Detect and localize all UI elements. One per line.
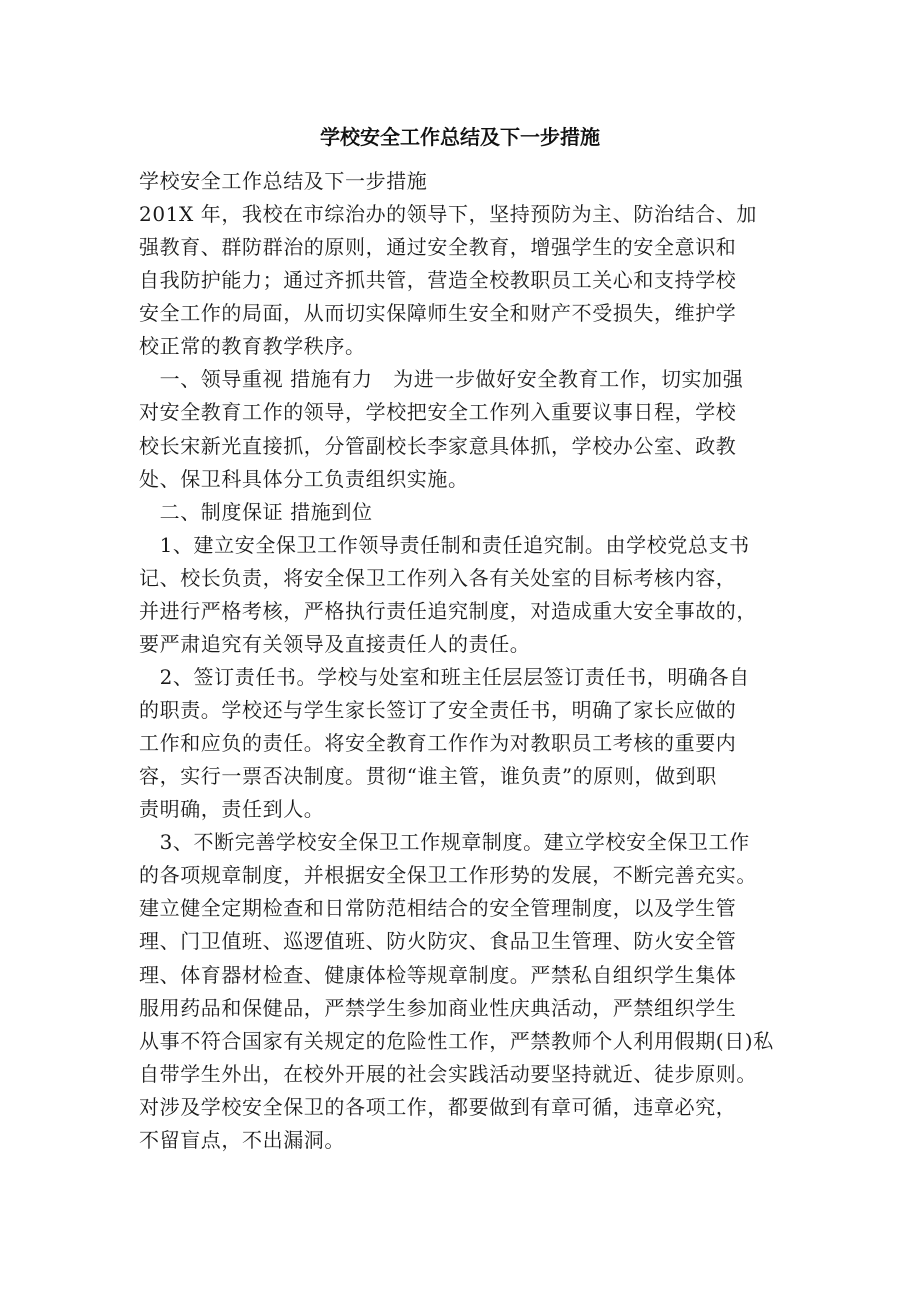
item-2-line: 的职责。学校还与学生家长签订了安全责任书，明确了家长应做的 [139,698,737,722]
intro-paragraph-line: 强教育、群防群治的原则，通过安全教育，增强学生的安全意识和 [139,235,737,260]
item-3-line: 对涉及学校安全保卫的各项工作，都要做到有章可循，违章必究， [139,1094,737,1119]
item-2-line: 2、签订责任书。学校与处室和班主任层层签订责任书，明确各自 [139,664,750,689]
item-1-line: 要严肃追究有关领导及直接责任人的责任。 [139,631,531,656]
item-2-line: 责明确，责任到人。 [139,797,325,822]
intro-paragraph-line: 校正常的教育教学秩序。 [139,334,366,359]
subtitle-line: 学校安全工作总结及下一步措施 [139,169,428,193]
item-3-line: 自带学生外出，在校外开展的社会实践活动要坚持就近、徒步原则。 [139,1061,757,1086]
item-3-line: 理、体育器材检查、健康体检等规章制度。严禁私自组织学生集体 [139,962,737,987]
item-1-line: 1、建立安全保卫工作领导责任制和责任追究制。由学校党总支书 [139,532,750,557]
item-3-line: 的各项规章制度，并根据安全保卫工作形势的发展，不断完善充实。 [139,863,757,888]
section-1-line: 校长宋新光直接抓，分管副校长李家意具体抓，学校办公室、政教 [139,433,737,458]
item-3-line: 理、门卫值班、巡逻值班、防火防灾、食品卫生管理、防火安全管 [139,929,737,954]
document-body [139,165,829,1157]
item-3-line: 建立健全定期检查和日常防范相结合的安全管理制度，以及学生管 [139,896,737,921]
section-1-line: 对安全教育工作的领导，学校把安全工作列入重要议事日程，学校 [139,400,737,425]
intro-paragraph-line: 自我防护能力；通过齐抓共管，营造全校教职员工关心和支持学校 [139,268,737,293]
intro-paragraph-line: 安全工作的局面，从而切实保障师生安全和财产不受损失，维护学 [139,301,737,326]
item-3-line: 3、不断完善学校安全保卫工作规章制度。建立学校安全保卫工作 [139,830,750,855]
item-2-line: 工作和应负的责任。将安全教育工作作为对教职员工考核的重要内 [139,731,737,756]
item-3-line: 不留盲点，不出漏洞。 [139,1127,345,1152]
item-3-line: 服用药品和保健品，严禁学生参加商业性庆典活动，严禁组织学生 [139,995,737,1020]
section-1-line: 处、保卫科具体分工负责组织实施。 [139,466,469,491]
section-2-heading: 二、制度保证 措施到位 [139,499,373,524]
item-2-line: 容，实行一票否决制度。贯彻“谁主管，谁负责”的原则，做到职 [139,764,717,789]
section-1-line: 一、领导重视 措施有力 为进一步做好安全教育工作，切实加强 [139,367,744,392]
item-1-line: 并进行严格考核，严格执行责任追究制度，对造成重大安全事故的， [139,598,757,623]
item-1-line: 记、校长负责，将安全保卫工作列入各有关处室的目标考核内容， [139,565,737,590]
intro-paragraph-line: 201X 年，我校在市综治办的领导下，坚持预防为主、防治结合、加 [139,202,757,227]
item-3-line: 从事不符合国家有关规定的危险性工作，严禁教师个人利用假期(日)私 [139,1028,774,1053]
document-title: 学校安全工作总结及下一步措施 [320,125,600,149]
